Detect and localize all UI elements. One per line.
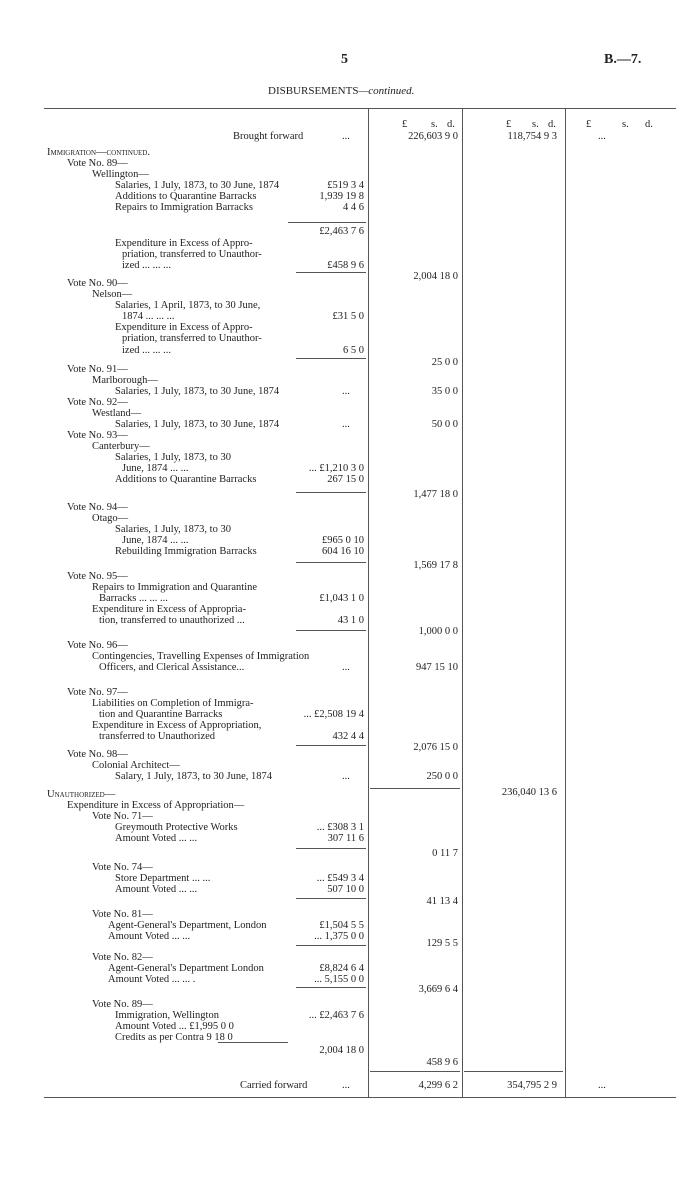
line-text: Agent-General's Department London [108, 963, 264, 974]
inner-rule [288, 222, 366, 223]
line-text: Amount Voted ... ... [115, 884, 198, 895]
amount-cell: 1,000 0 0 [418, 626, 458, 637]
inner-amount: 604 16 10 [322, 546, 364, 557]
amount-cell: 1,569 17 8 [413, 560, 458, 571]
line-text: priation, transferred to Unauthor- [122, 333, 262, 344]
carried-forward-c3: ... [598, 1080, 606, 1091]
inner-rule [296, 358, 366, 359]
line-text: Greymouth Protective Works [115, 822, 238, 833]
line-text: Vote No. 74— [92, 862, 153, 873]
col-divider-1 [368, 108, 369, 1098]
inner-amount: ... £1,210 3 0 [308, 463, 364, 474]
line-text: Vote No. 97— [67, 687, 128, 698]
carried-forward-c1: 4,299 6 2 [418, 1080, 458, 1091]
line-text: Rebuilding Immigration Barracks [115, 546, 257, 557]
line-text: Vote No. 95— [67, 571, 128, 582]
amount-cell: 35 0 0 [431, 386, 458, 397]
line-text: Repairs to Immigration Barracks [115, 202, 253, 213]
inner-amount: 1,939 19 8 [319, 191, 364, 202]
line-text: Otago— [92, 513, 129, 524]
col-divider-2 [462, 108, 463, 1098]
carried-forward-dots: ... [342, 1080, 350, 1091]
inner-amount: ... £549 3 4 [316, 873, 364, 884]
inner-amount: 507 10 0 [327, 884, 364, 895]
line-text: Salaries, 1 July, 1873, to 30 June, 1874 [115, 386, 280, 397]
line-text: Amount Voted ... £1,995 0 0 [115, 1021, 234, 1032]
inner-rule [296, 745, 366, 746]
line-text: transferred to Unauthorized [99, 731, 216, 742]
inner-amount: 43 1 0 [337, 615, 364, 626]
line-text: Nelson— [92, 289, 133, 300]
line-text: Vote No. 98— [67, 749, 128, 760]
leader-dots: ... [342, 662, 350, 673]
line-text: June, 1874 ... ... [122, 535, 189, 546]
column-rule [464, 1071, 563, 1072]
document-reference: B.—7. [604, 52, 642, 67]
inner-amount: ... £308 3 1 [316, 822, 364, 833]
line-text: Amount Voted ... ... [108, 931, 191, 942]
inner-rule [296, 898, 366, 899]
amount-cell: 236,040 13 6 [501, 787, 557, 798]
inner-amount: £2,463 7 6 [319, 226, 364, 237]
inner-rule [296, 492, 366, 493]
line-text: Marlborough— [92, 375, 158, 386]
line-text: Expenditure in Excess of Appro- [115, 238, 253, 249]
brought-forward-c2: 118,754 9 3 [507, 131, 557, 142]
col2-pence: d. [548, 119, 556, 130]
inner-amount: £8,824 6 4 [319, 963, 364, 974]
inner-amount: £965 0 10 [322, 535, 364, 546]
line-text: Vote No. 89— [92, 999, 153, 1010]
line-text: Store Department ... ... [115, 873, 211, 884]
inner-amount: £458 9 6 [327, 260, 364, 271]
inner-amount: 432 4 4 [332, 731, 364, 742]
line-text: Salaries, 1 July, 1873, to 30 [115, 452, 231, 463]
line-text: Contingencies, Travelling Expenses of Immigration [92, 651, 310, 662]
carried-forward-label: Carried forward [240, 1080, 308, 1091]
col3-pence: d. [645, 119, 653, 130]
col1-header [368, 119, 462, 131]
column-rule [370, 1071, 460, 1072]
table-bottom-rule [44, 1097, 676, 1098]
line-text: Expenditure in Excess of Appropriation— [67, 800, 245, 811]
amount-cell: 1,477 18 0 [413, 489, 458, 500]
inner-rule [296, 848, 366, 849]
brought-forward-c1: 226,603 9 0 [408, 131, 458, 142]
line-text: Additions to Quarantine Barracks [115, 191, 257, 202]
inner-rule [296, 945, 366, 946]
column-rule [370, 788, 460, 789]
line-text: Credits as per Contra 9 18 0 [115, 1032, 233, 1043]
line-text: Expenditure in Excess of Appropria- [92, 604, 246, 615]
amount-cell: 50 0 0 [431, 419, 458, 430]
line-text: ized ... ... ... [122, 345, 171, 356]
amount-cell: 0 11 7 [432, 848, 458, 859]
line-text: Immigration—continued. [47, 147, 150, 158]
page-number: 5 [341, 52, 348, 67]
col3-shillings: s. [622, 119, 629, 130]
col3-pound: £ [586, 119, 592, 130]
col2-shillings: s. [532, 119, 539, 130]
line-text: Expenditure in Excess of Appro- [115, 322, 253, 333]
line-text: Salaries, 1 July, 1873, to 30 June, 1874 [115, 419, 280, 430]
inner-amount: 307 11 6 [327, 833, 364, 844]
inner-rule [296, 562, 366, 563]
line-text: Vote No. 82— [92, 952, 153, 963]
amount-cell: 2,004 18 0 [413, 271, 458, 282]
line-text: Amount Voted ... ... . [108, 974, 196, 985]
inner-amount: 267 15 0 [327, 474, 364, 485]
line-text: tion, transferred to unauthorized ... [99, 615, 245, 626]
leader-dots: ... [342, 419, 350, 430]
line-text: Vote No. 89— [67, 158, 128, 169]
col2-pound: £ [506, 119, 512, 130]
line-text: Additions to Quarantine Barracks [115, 474, 257, 485]
brought-forward-label: Brought forward [233, 131, 304, 142]
line-text: Vote No. 81— [92, 909, 153, 920]
line-text: Vote No. 93— [67, 430, 128, 441]
line-text: Vote No. 90— [67, 278, 128, 289]
amount-cell: 129 5 5 [426, 938, 458, 949]
line-text: Amount Voted ... ... [115, 833, 198, 844]
title-text: DISBURSEMENTS [268, 85, 359, 97]
line-text: Unauthorized— [47, 789, 116, 800]
line-text: June, 1874 ... ... [122, 463, 189, 474]
inner-amount: ... £2,463 7 6 [308, 1010, 364, 1021]
amount-cell: 250 0 0 [426, 771, 458, 782]
line-text: Vote No. 96— [67, 640, 128, 651]
line-text: Salaries, 1 July, 1873, to 30 June, 1874 [115, 180, 280, 191]
line-text: Vote No. 71— [92, 811, 153, 822]
line-text: Officers, and Clerical Assistance... [99, 662, 245, 673]
line-text: Vote No. 94— [67, 502, 128, 513]
inner-amount: £1,504 5 5 [319, 920, 364, 931]
leader-dots: ... [342, 771, 350, 782]
line-text: tion and Quarantine Barracks [99, 709, 223, 720]
inner-amount: 6 5 0 [343, 345, 364, 356]
line-text: Agent-General's Department, London [108, 920, 267, 931]
col2-header [462, 119, 565, 131]
amount-cell: 458 9 6 [426, 1057, 458, 1068]
inner-amount: £1,043 1 0 [319, 593, 364, 604]
line-text: 1874 ... ... ... [122, 311, 175, 322]
line-text: Vote No. 92— [67, 397, 128, 408]
line-text: Colonial Architect— [92, 760, 180, 771]
inner-amount: ... 1,375 0 0 [314, 931, 364, 942]
line-text: Repairs to Immigration and Quarantine [92, 582, 258, 593]
col1-pence: d. [447, 119, 455, 130]
line-text: Barracks ... ... ... [99, 593, 168, 604]
inner-amount: ... £2,508 19 4 [303, 709, 364, 720]
amount-cell: 2,076 15 0 [413, 742, 458, 753]
amount-cell: 947 15 10 [416, 662, 458, 673]
line-text: Canterbury— [92, 441, 150, 452]
line-text: Wellington— [92, 169, 149, 180]
line-text: Westland— [92, 408, 142, 419]
line-text: Salaries, 1 July, 1873, to 30 [115, 524, 231, 535]
amount-cell: 25 0 0 [431, 357, 458, 368]
col1-pound: £ [402, 119, 408, 130]
inner-amount: £31 5 0 [332, 311, 364, 322]
col-divider-3 [565, 108, 566, 1098]
line-text: Vote No. 91— [67, 364, 128, 375]
carried-forward-c2: 354,795 2 9 [507, 1080, 557, 1091]
line-text: priation, transferred to Unauthor- [122, 249, 262, 260]
title-suffix: —continued. [358, 85, 415, 97]
line-text: Expenditure in Excess of Appropriation, [92, 720, 262, 731]
line-text: Salary, 1 July, 1873, to 30 June, 1874 [115, 771, 273, 782]
line-text: Immigration, Wellington [115, 1010, 219, 1021]
inner-amount: 4 4 6 [343, 202, 364, 213]
col3-header [565, 119, 676, 131]
line-text: ized ... ... ... [122, 260, 171, 271]
leader-dots: ... [342, 386, 350, 397]
inner-amount: £519 3 4 [327, 180, 364, 191]
inner-rule [296, 272, 366, 273]
brought-forward-c3: ... [598, 131, 606, 142]
table-top-rule [44, 108, 676, 109]
amount-cell: 3,669 6 4 [418, 984, 458, 995]
inner-rule [218, 1042, 288, 1043]
brought-forward-dots: ... [342, 131, 350, 142]
line-text: Salaries, 1 April, 1873, to 30 June, [115, 300, 261, 311]
amount-cell: 41 13 4 [426, 896, 458, 907]
inner-rule [296, 630, 366, 631]
inner-rule [296, 987, 366, 988]
page-title [268, 85, 414, 97]
inner-amount: 2,004 18 0 [319, 1045, 364, 1056]
line-text: Liabilities on Completion of Immigra- [92, 698, 254, 709]
inner-amount: ... 5,155 0 0 [314, 974, 364, 985]
col1-shillings: s. [431, 119, 438, 130]
